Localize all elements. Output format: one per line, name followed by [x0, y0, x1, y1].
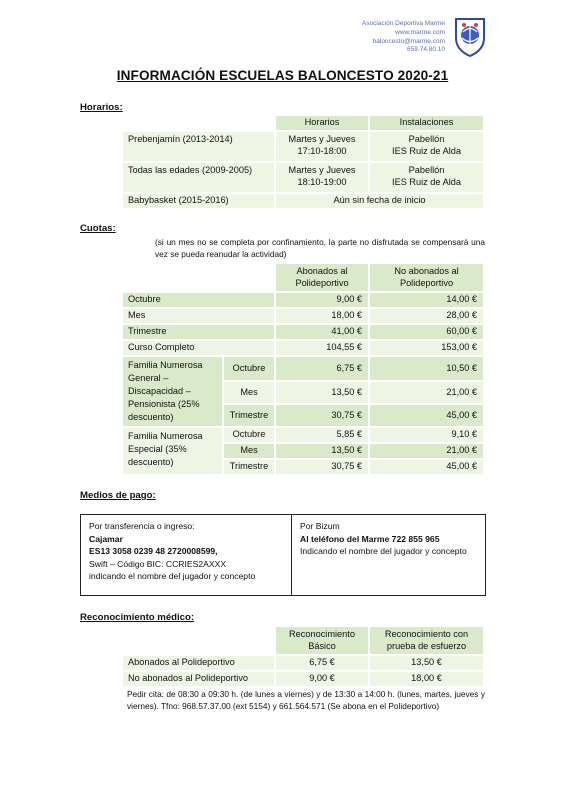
familia-general-label	[123, 357, 222, 426]
horario-days: Martes y Jueves	[288, 165, 356, 175]
org-website: www.marme.com	[395, 28, 445, 36]
header-line: Abonados al	[296, 266, 348, 276]
reconocimiento-basico: 9,00 €	[276, 672, 368, 686]
horario-cell	[276, 132, 368, 161]
org-name: Asociación Deportiva Marme	[361, 20, 445, 27]
horario-days: Martes y Jueves	[288, 134, 356, 144]
horario-merged-cell: Aún sin fecha de inicio	[276, 194, 483, 208]
familia-especial-label	[123, 428, 222, 474]
esfuerzo-col-header	[370, 627, 483, 654]
basico-col-header	[276, 627, 368, 654]
iban	[89, 545, 283, 558]
horarios-group-label: Babybasket (2015-2016)	[123, 194, 274, 208]
cuota-label: Mes	[123, 309, 274, 323]
abonados-col-header	[276, 264, 368, 291]
cuota-abonados: 9,00 €	[276, 293, 368, 307]
transfer-box	[80, 514, 292, 596]
reconocimiento-label: No abonados al Polideportivo	[123, 672, 274, 686]
period-label: Trimestre	[224, 460, 274, 474]
label-line: Pensionista (25%	[128, 399, 200, 409]
cuota-abonados: 18,00 €	[276, 309, 368, 323]
cuota-no-abonados: 14,00 €	[370, 293, 483, 307]
header-line: No abonados al	[394, 266, 459, 276]
cuotas-note: (si un mes no se completa por confinamiento, la parte no disfrutada se compensará una vez se pueda reanudar la actividad)	[155, 237, 485, 259]
cuota-abonados: 41,00 €	[276, 325, 368, 339]
label-line: Familia Numerosa	[128, 360, 203, 370]
swift-code: Swift – Código BIC: CCRIES2AXXX	[89, 558, 227, 569]
horarios-group-label: Todas las edades (2009-2005)	[123, 163, 274, 192]
cuota-no-abonados: 28,00 €	[370, 309, 483, 323]
cuota-abonados: 6,75 €	[276, 357, 368, 380]
cuotas-heading: Cuotas:	[80, 223, 116, 234]
instalacion-name: Pabellón	[408, 134, 445, 144]
bizum-intro: Por Bizum	[300, 521, 340, 531]
bizum-concept: Indicando el nombre del jugador y concepto	[300, 546, 467, 557]
horarios-heading: Horarios:	[80, 102, 123, 113]
org-email: baloncesto@marme.com	[372, 37, 445, 45]
cuota-abonados: 30,75 €	[276, 405, 368, 426]
instalaciones-col-header: Instalaciones	[370, 116, 483, 130]
reconocimiento-basico: 6,75 €	[276, 656, 368, 670]
bank-name	[89, 533, 283, 546]
no-abonados-col-header	[370, 264, 483, 291]
club-crest-icon	[452, 16, 488, 58]
label-line: General –	[128, 373, 169, 383]
header-line: Polideportivo	[399, 278, 454, 288]
pago-heading: Medios de pago:	[80, 490, 156, 501]
reconocimiento-label: Abonados al Polideportivo	[123, 656, 274, 670]
bizum-phone-text: Al teléfono del Marme 722 855 965	[300, 533, 440, 544]
reconocimiento-heading: Reconocimiento médico:	[80, 612, 195, 623]
label-line: descuento)	[128, 412, 174, 422]
cuota-no-abonados: 10,50 €	[370, 357, 483, 380]
horario-time: 17:10-18:00	[297, 146, 347, 156]
org-contact-block	[362, 20, 445, 55]
cuota-abonados: 13,50 €	[276, 382, 368, 403]
horarios-col-header: Horarios	[276, 116, 368, 130]
instalacion-name: Pabellón	[408, 165, 445, 175]
cuota-abonados: 30,75 €	[276, 460, 368, 474]
header-line: Básico	[308, 641, 336, 651]
header-line: Reconocimiento con	[384, 629, 469, 639]
horario-time: 18:10-19:00	[297, 177, 347, 187]
cuota-abonados: 5,85 €	[276, 428, 368, 442]
cuota-label: Octubre	[123, 293, 274, 307]
period-label: Mes	[224, 444, 274, 458]
cuota-abonados: 13,50 €	[276, 444, 368, 458]
header-line: Reconocimiento	[289, 629, 355, 639]
period-label: Trimestre	[224, 405, 274, 426]
period-label: Octubre	[224, 357, 274, 380]
reconocimiento-esfuerzo: 13,50 €	[370, 656, 483, 670]
header-line: prueba de esfuerzo	[386, 641, 467, 651]
cuota-no-abonados: 21,00 €	[370, 444, 483, 458]
instalacion-cell	[370, 132, 483, 161]
bizum-phone	[300, 533, 477, 546]
transfer-concept: indicando el nombre del jugador y concepto	[89, 571, 256, 582]
horarios-group-label: Prebenjamín (2013-2014)	[123, 132, 274, 161]
cuota-no-abonados: 45,00 €	[370, 460, 483, 474]
instalacion-cell	[370, 163, 483, 192]
cuota-no-abonados: 21,00 €	[370, 382, 483, 403]
cuota-label: Curso Completo	[123, 341, 274, 355]
cuota-abonados: 104,55 €	[276, 341, 368, 355]
bank-name-text: Cajamar	[89, 533, 123, 544]
period-label: Mes	[224, 382, 274, 403]
period-label: Octubre	[224, 428, 274, 442]
instalacion-site: IES Ruiz de Alda	[392, 177, 461, 187]
bizum-box	[291, 514, 486, 596]
label-line: Discapacidad –	[128, 386, 191, 396]
reconocimiento-esfuerzo: 18,00 €	[370, 672, 483, 686]
instalacion-site: IES Ruiz de Alda	[392, 146, 461, 156]
label-line: descuento)	[128, 457, 174, 467]
cuota-label: Trimestre	[123, 325, 274, 339]
horario-cell	[276, 163, 368, 192]
page-title: INFORMACIÓN ESCUELAS BALONCESTO 2020-21	[116, 68, 449, 83]
header-line: Polideportivo	[295, 278, 349, 288]
cuota-no-abonados: 153,00 €	[370, 341, 483, 355]
org-phone: 659.74.80.10	[407, 46, 445, 54]
cita-note: Pedir cita: de 08:30 a 09:30 h. (de lunes a viernes) y de 13:30 a 14:00 h. (lunes, martes, jueves y viernes). Tfno: 968.57.37.00 (ext 5154) y 661.564.571 (Se abona en el Polideportivo)	[127, 689, 485, 711]
label-line: Especial (35%	[128, 444, 187, 454]
iban-text: ES13 3058 0239 48 2720008599,	[89, 546, 218, 557]
transfer-intro: Por transferencia o ingreso:	[89, 521, 195, 531]
cuota-no-abonados: 9,10 €	[370, 428, 483, 442]
label-line: Familia Numerosa	[128, 431, 203, 441]
cuota-no-abonados: 60,00 €	[370, 325, 483, 339]
cuota-no-abonados: 45,00 €	[370, 405, 483, 426]
